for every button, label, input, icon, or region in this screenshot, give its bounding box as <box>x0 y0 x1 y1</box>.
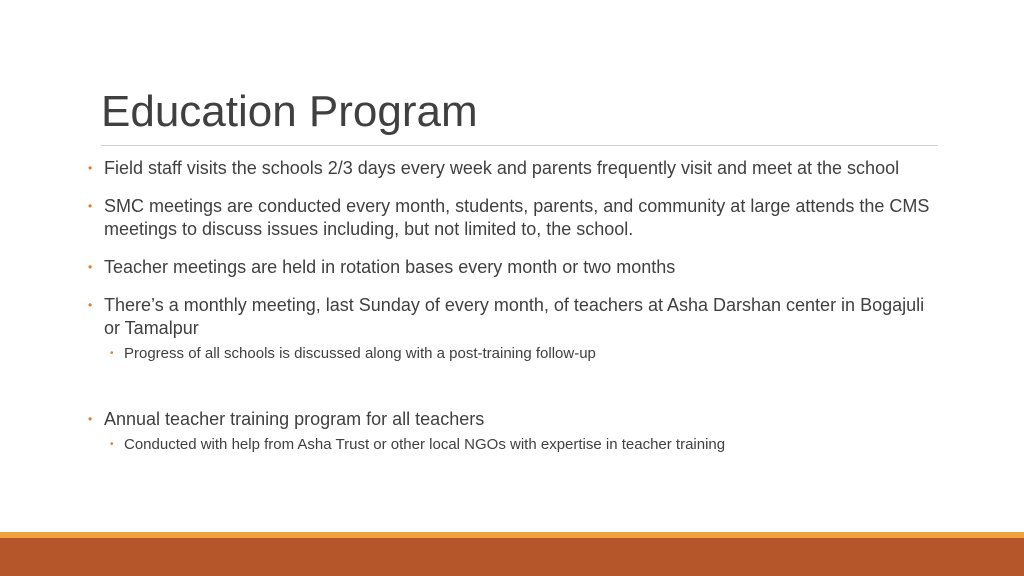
bullet-icon: • <box>88 161 93 175</box>
bullet-icon: • <box>88 199 93 213</box>
bullet-icon: • <box>88 298 93 312</box>
sub-bullet-item <box>88 435 938 455</box>
bullet-icon: • <box>88 260 93 274</box>
sub-bullet-text: Conducted with help from Asha Trust or other local NGOs with expertise in teacher training <box>124 436 726 453</box>
sub-bullet-item <box>88 344 938 364</box>
footer-bar <box>0 538 1024 576</box>
title-divider <box>101 145 938 146</box>
slide-title: Education Program <box>101 87 478 136</box>
bullet-item <box>88 195 938 241</box>
bullet-list <box>88 157 938 455</box>
bullet-item <box>88 294 938 340</box>
bullet-text: SMC meetings are conducted every month, students, parents, and community at large attends the CMS meetings to discuss issues including, but not limited to, the school. <box>104 196 930 239</box>
bullet-text: Teacher meetings are held in rotation bases every month or two months <box>104 257 676 277</box>
bullet-item <box>88 256 938 279</box>
sub-bullet-icon: • <box>110 348 114 359</box>
sub-bullet-text: Progress of all schools is discussed along with a post-training follow-up <box>124 345 596 362</box>
sub-bullet-icon: • <box>110 439 114 450</box>
bullet-text: There’s a monthly meeting, last Sunday of every month, of teachers at Asha Darshan center in Bogajuli or Tamalpur <box>104 295 925 338</box>
bullet-text: Annual teacher training program for all teachers <box>104 409 485 429</box>
bullet-icon: • <box>88 412 93 426</box>
bullet-item <box>88 157 938 180</box>
bullet-text: Field staff visits the schools 2/3 days every week and parents frequently visit and meet at the school <box>104 158 900 178</box>
bullet-item <box>88 408 938 431</box>
